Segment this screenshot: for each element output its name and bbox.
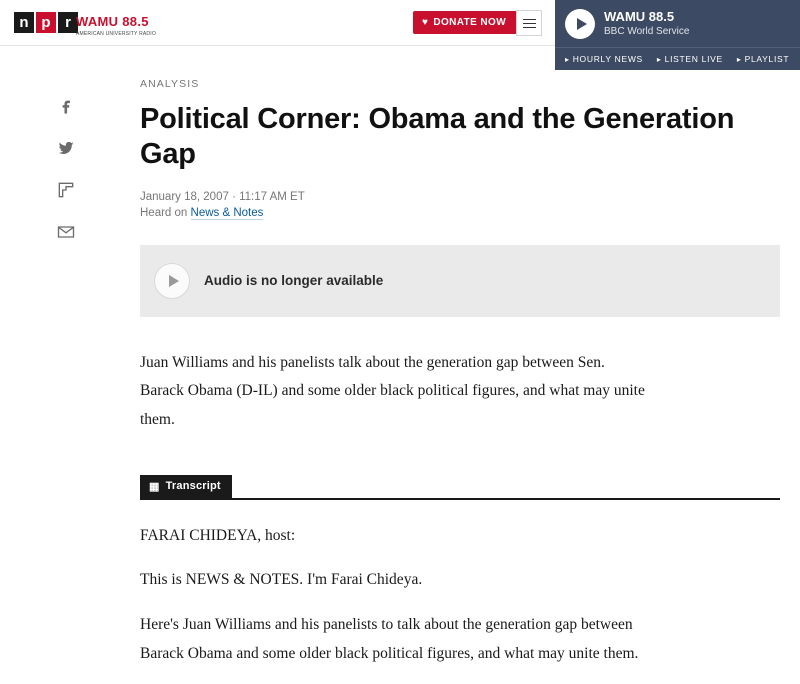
- play-icon: [577, 18, 587, 30]
- share-rail: [56, 96, 76, 242]
- station-play-button[interactable]: [565, 9, 595, 39]
- audio-play-button[interactable]: [154, 263, 190, 299]
- menu-icon-bar: [523, 23, 536, 24]
- twitter-icon[interactable]: [56, 138, 76, 158]
- email-icon[interactable]: [56, 222, 76, 242]
- station-link-hourly-news[interactable]: ▸ HOURLY NEWS: [565, 54, 643, 64]
- flipboard-icon[interactable]: [56, 180, 76, 200]
- facebook-icon[interactable]: [56, 96, 76, 116]
- transcript-section: [140, 475, 780, 669]
- station-link-listen-live[interactable]: ▸ LISTEN LIVE: [657, 54, 723, 64]
- article-kicker: ANALYSIS: [140, 78, 200, 90]
- transcript-body: [140, 522, 660, 669]
- menu-icon-bar: [523, 19, 536, 20]
- station-link-playlist[interactable]: ▸ PLAYLIST: [737, 54, 789, 64]
- article: [140, 78, 780, 684]
- station-logo-name: WAMU 88.5: [76, 14, 149, 29]
- npr-logo[interactable]: [14, 12, 78, 33]
- site-header: [0, 0, 800, 64]
- station-player-text: [604, 10, 689, 37]
- transcript-divider: [140, 498, 780, 500]
- station-logo-tagline: AMERICAN UNIVERSITY RADIO: [76, 31, 156, 37]
- npr-logo-letter-r: r: [58, 12, 78, 33]
- article-summary: Juan Williams and his panelists talk about the generation gap between Sen. Barack Obama (D-IL) and some older black political figures, and what may unite them.: [140, 353, 645, 429]
- station-player-links: [555, 47, 800, 70]
- page-title: Political Corner: Obama and the Generation Gap: [140, 103, 735, 171]
- heard-on: [140, 207, 780, 219]
- play-icon: [169, 275, 179, 287]
- donate-button[interactable]: [413, 11, 517, 34]
- npr-logo-letter-p: p: [36, 12, 56, 33]
- menu-icon[interactable]: [516, 10, 542, 36]
- station-player: [555, 0, 800, 70]
- station-player-main: [555, 0, 800, 47]
- transcript-paragraph: FARAI CHIDEYA, host:: [140, 526, 296, 544]
- transcript-icon: ▦: [149, 480, 160, 493]
- station-player-program: BBC World Service: [604, 26, 690, 38]
- menu-icon-bar: [523, 27, 536, 28]
- npr-logo-letter-n: n: [14, 12, 34, 33]
- transcript-paragraph: This is NEWS & NOTES. I'm Farai Chideya.: [140, 571, 423, 589]
- transcript-header: [140, 475, 232, 498]
- transcript-paragraph: Here's Juan Williams and his panelists to talk about the generation gap between Barack Obama and some older black political figures, and what may unite them.: [140, 616, 639, 662]
- station-player-name: WAMU 88.5: [604, 8, 675, 24]
- article-byline: January 18, 2007 · 11:17 AM ET: [140, 190, 305, 203]
- audio-module: [140, 245, 780, 317]
- transcript-label: Transcript: [165, 480, 221, 493]
- heard-on-program-link[interactable]: News & Notes: [190, 206, 264, 219]
- donate-button-label: DONATE NOW: [433, 17, 507, 28]
- heart-icon: ♥: [422, 17, 429, 28]
- heard-on-prefix: Heard on: [140, 206, 191, 219]
- station-logo[interactable]: [76, 14, 156, 37]
- audio-unavailable-message: Audio is no longer available: [204, 273, 384, 289]
